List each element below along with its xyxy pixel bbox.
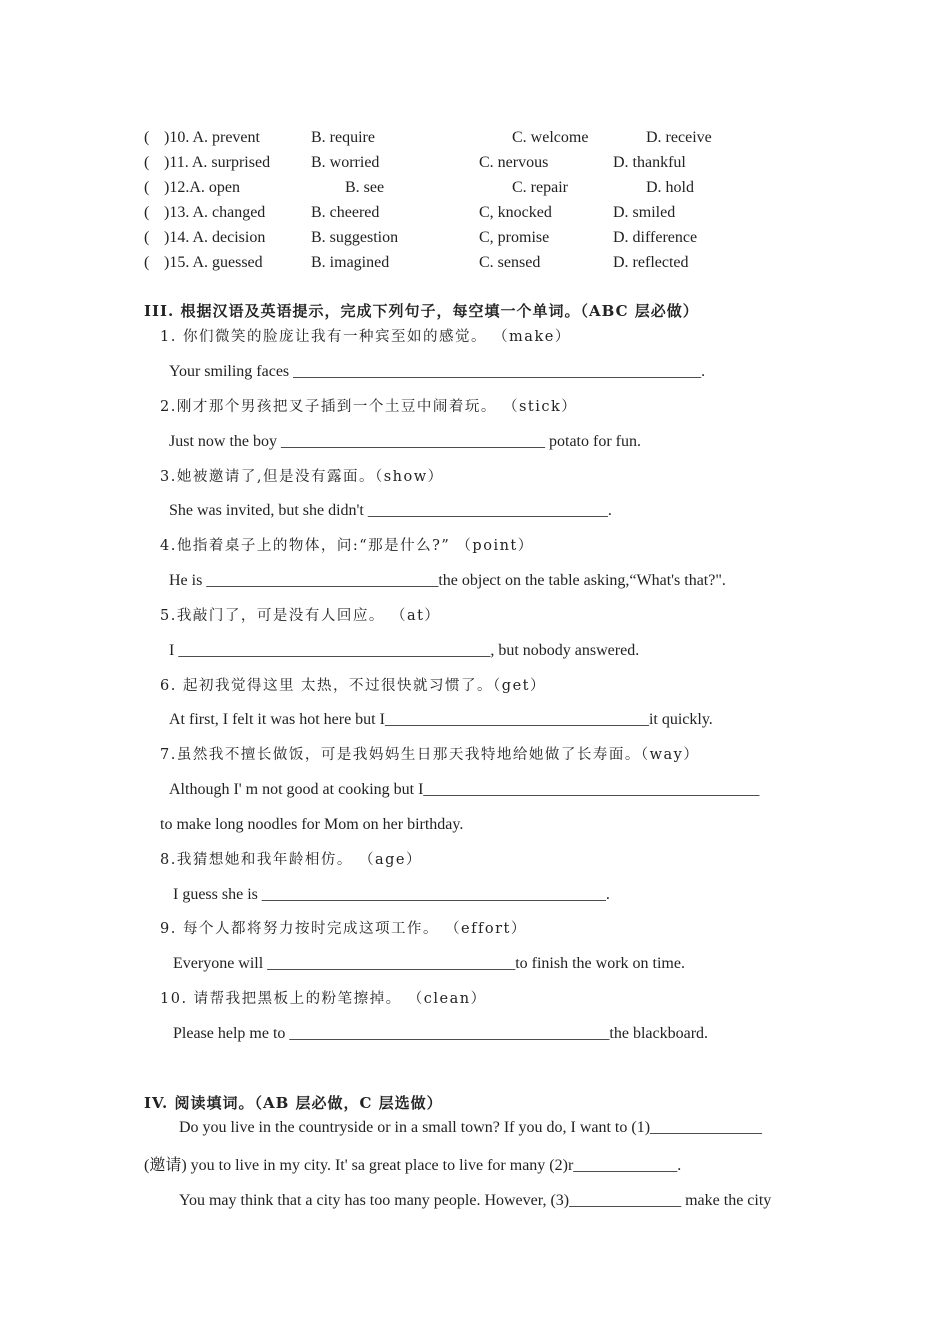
item-5-answer-line[interactable]: I _______________________________________, but nobody answered. — [169, 642, 640, 659]
option-d: D. difference — [613, 229, 698, 246]
option-a: )11. A. surprised — [164, 154, 271, 171]
option-a: )12.A. open — [164, 179, 240, 196]
option-a: )10. A. prevent — [164, 129, 260, 146]
option-d: D. smiled — [613, 204, 676, 221]
item-2-prompt: 2.刚才那个男孩把叉子插到一个土豆中闹着玩。 （stick） — [160, 399, 578, 415]
option-c: C. welcome — [512, 129, 589, 146]
item-8-answer-line[interactable]: I guess she is ___________________________________________. — [173, 886, 610, 903]
option-d: D. hold — [646, 179, 694, 196]
option-b: B. see — [345, 179, 385, 196]
item-2-answer-line[interactable]: Just now the boy _________________________________ potato for fun. — [169, 433, 641, 450]
option-a: )13. A. changed — [164, 204, 266, 221]
item-9-answer-line[interactable]: Everyone will _______________________________to finish the work on time. — [173, 955, 685, 972]
item-3-answer-line[interactable]: She was invited, but she didn't ______________________________. — [169, 502, 612, 519]
item-6-answer-line[interactable]: At first, I felt it was hot here but I_________________________________it quickly. — [169, 711, 713, 728]
item-5-prompt: 5.我敲门了，可是没有人回应。 （at） — [160, 608, 441, 624]
item-10-prompt: 10. 请帮我把黑板上的粉笔擦掉。 （clean） — [160, 991, 487, 1007]
item-7-answer-line[interactable]: Although I' m not good at cooking but I__________________________________________ — [169, 781, 760, 798]
option-c: C. repair — [512, 179, 568, 196]
option-b: B. suggestion — [311, 229, 399, 246]
item-3-prompt: 3.她被邀请了,但是没有露面。（show） — [160, 469, 444, 485]
option-b: B. require — [311, 129, 375, 146]
item-4-answer-line[interactable]: He is _____________________________the object on the table asking,“What's that?". — [169, 572, 726, 589]
answer-blank[interactable]: ( — [144, 129, 150, 146]
passage-line-2[interactable]: (邀请) you to live in my city. It' sa great place to live for many (2)r_____________. — [144, 1157, 682, 1174]
item-4-prompt: 4.他指着桌子上的物体，问:“那是什么?” （point） — [160, 538, 534, 554]
option-b: B. worried — [311, 154, 380, 171]
item-8-prompt: 8.我猜想她和我年龄相仿。 （age） — [160, 852, 422, 868]
option-b: B. cheered — [311, 204, 380, 221]
item-7-answer-continuation: to make long noodles for Mom on her birthday. — [160, 816, 464, 833]
item-9-prompt: 9. 每个人都将努力按时完成这项工作。 （effort） — [160, 921, 527, 937]
answer-blank[interactable]: ( — [144, 154, 150, 171]
option-c: C, promise — [479, 229, 550, 246]
answer-blank[interactable]: ( — [144, 229, 150, 246]
answer-blank[interactable]: ( — [144, 254, 150, 271]
section-3-heading: III. 根据汉语及英语提示，完成下列句子，每空填一个单词。（ABC 层必做） — [144, 302, 699, 320]
option-d: D. thankful — [613, 154, 686, 171]
item-10-answer-line[interactable]: Please help me to ________________________________________the blackboard. — [173, 1025, 709, 1042]
answer-blank[interactable]: ( — [144, 179, 150, 196]
item-7-prompt: 7.虽然我不擅长做饭，可是我妈妈生日那天我特地给她做了长寿面。（way） — [160, 747, 700, 763]
option-d: D. receive — [646, 129, 712, 146]
option-c: C. nervous — [479, 154, 549, 171]
item-1-prompt: 1. 你们微笑的脸庞让我有一种宾至如的感觉。 （make） — [160, 329, 571, 345]
option-d: D. reflected — [613, 254, 689, 271]
passage-line-1[interactable]: Do you live in the countryside or in a small town? If you do, I want to (1)______________ — [179, 1119, 763, 1136]
section-4-heading: IV. 阅读填词。（AB 层必做，C 层选做） — [144, 1094, 443, 1112]
option-b: B. imagined — [311, 254, 390, 271]
answer-blank[interactable]: ( — [144, 204, 150, 221]
option-a: )15. A. guessed — [164, 254, 263, 271]
item-6-prompt: 6. 起初我觉得这里 太热，不过很快就习惯了。（get） — [160, 678, 546, 694]
item-1-answer-line[interactable]: Your smiling faces ___________________________________________________. — [169, 363, 706, 380]
passage-line-3[interactable]: You may think that a city has too many people. However, (3)______________ make the city — [179, 1192, 772, 1209]
option-c: C, knocked — [479, 204, 552, 221]
option-c: C. sensed — [479, 254, 541, 271]
option-a: )14. A. decision — [164, 229, 266, 246]
